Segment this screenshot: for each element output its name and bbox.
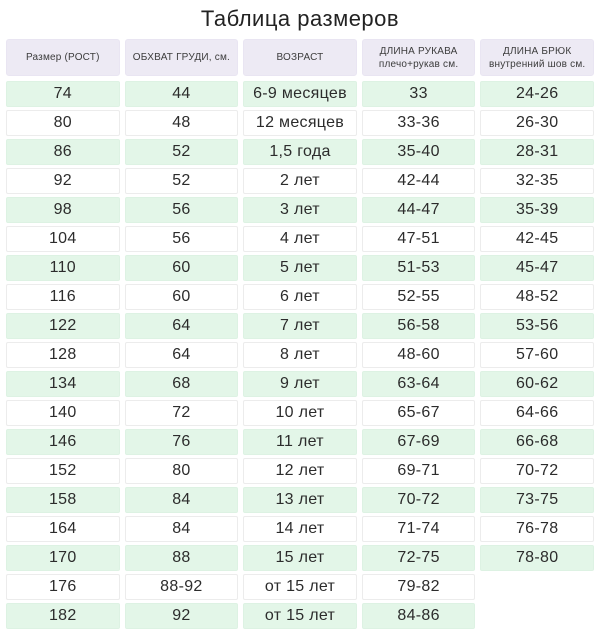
table-cell: 71-74 <box>362 516 476 542</box>
table-cell: 4 лет <box>243 226 357 252</box>
table-cell: 73-75 <box>480 487 594 513</box>
table-cell: 65-67 <box>362 400 476 426</box>
table-cell: 80 <box>6 110 120 136</box>
table-cell: 33-36 <box>362 110 476 136</box>
table-cell: 88-92 <box>125 574 239 600</box>
column-header-sublabel: плечо+рукав см. <box>378 58 459 70</box>
table-cell: 140 <box>6 400 120 426</box>
table-cell: 13 лет <box>243 487 357 513</box>
table-cell: 158 <box>6 487 120 513</box>
table-cell: 84 <box>125 487 239 513</box>
table-cell: 12 лет <box>243 458 357 484</box>
table-cell: 47-51 <box>362 226 476 252</box>
column-header-5 <box>480 39 594 76</box>
table-cell: 48-60 <box>362 342 476 368</box>
table-cell: 84-86 <box>362 603 476 629</box>
table-cell: 42-45 <box>480 226 594 252</box>
table-cell: 35-40 <box>362 139 476 165</box>
table-cell: 84 <box>125 516 239 542</box>
table-cell: 60 <box>125 284 239 310</box>
table-cell: 92 <box>6 168 120 194</box>
table-cell: 70-72 <box>480 458 594 484</box>
table-cell: 52-55 <box>362 284 476 310</box>
table-cell: 56-58 <box>362 313 476 339</box>
table-cell: 42-44 <box>362 168 476 194</box>
table-cell: 7 лет <box>243 313 357 339</box>
table-cell: 3 лет <box>243 197 357 223</box>
table-cell: 116 <box>6 284 120 310</box>
table-cell: 122 <box>6 313 120 339</box>
column-header-2 <box>125 39 239 76</box>
table-cell: 6 лет <box>243 284 357 310</box>
column-header-label: ОБХВАТ ГРУДИ, см. <box>132 52 231 63</box>
column-header-sublabel: внутренний шов см. <box>488 58 586 70</box>
column-header-4 <box>362 39 476 76</box>
table-cell: 74 <box>6 81 120 107</box>
table-cell: 52 <box>125 168 239 194</box>
table-cell: 51-53 <box>362 255 476 281</box>
table-cell: 76 <box>125 429 239 455</box>
table-cell: 60 <box>125 255 239 281</box>
table-cell: 92 <box>125 603 239 629</box>
table-cell: 33 <box>362 81 476 107</box>
column-header-1 <box>6 39 120 76</box>
table-cell: 64-66 <box>480 400 594 426</box>
size-table <box>6 39 594 629</box>
table-cell: 56 <box>125 197 239 223</box>
table-cell: 170 <box>6 545 120 571</box>
table-cell: 15 лет <box>243 545 357 571</box>
table-cell: 72 <box>125 400 239 426</box>
table-cell: 60-62 <box>480 371 594 397</box>
table-cell: 70-72 <box>362 487 476 513</box>
table-cell: 32-35 <box>480 168 594 194</box>
table-cell: 10 лет <box>243 400 357 426</box>
table-cell: 26-30 <box>480 110 594 136</box>
table-cell: 72-75 <box>362 545 476 571</box>
table-cell: 28-31 <box>480 139 594 165</box>
table-cell: 44 <box>125 81 239 107</box>
table-cell-empty <box>480 574 594 600</box>
table-cell: 182 <box>6 603 120 629</box>
table-cell: 68 <box>125 371 239 397</box>
table-cell: 44-47 <box>362 197 476 223</box>
table-cell: 104 <box>6 226 120 252</box>
table-cell: 9 лет <box>243 371 357 397</box>
page-title: Таблица размеров <box>200 6 400 31</box>
table-cell: 11 лет <box>243 429 357 455</box>
column-header-label: ДЛИНА БРЮК <box>503 45 572 57</box>
table-cell: 24-26 <box>480 81 594 107</box>
table-cell: 98 <box>6 197 120 223</box>
table-cell: 164 <box>6 516 120 542</box>
table-cell: 35-39 <box>480 197 594 223</box>
table-cell: 53-56 <box>480 313 594 339</box>
table-cell: 2 лет <box>243 168 357 194</box>
table-cell: 48 <box>125 110 239 136</box>
column-header-label: Размер (РОСТ) <box>25 52 100 63</box>
table-cell: 66-68 <box>480 429 594 455</box>
table-cell: 8 лет <box>243 342 357 368</box>
table-cell: 45-47 <box>480 255 594 281</box>
table-cell: 63-64 <box>362 371 476 397</box>
table-cell: от 15 лет <box>243 574 357 600</box>
table-cell: 80 <box>125 458 239 484</box>
table-cell: 48-52 <box>480 284 594 310</box>
table-cell: 134 <box>6 371 120 397</box>
table-cell-empty <box>480 603 594 629</box>
table-cell: 88 <box>125 545 239 571</box>
table-cell: 1,5 года <box>243 139 357 165</box>
table-cell: 146 <box>6 429 120 455</box>
table-cell: 14 лет <box>243 516 357 542</box>
table-cell: 86 <box>6 139 120 165</box>
table-cell: 110 <box>6 255 120 281</box>
table-cell: 76-78 <box>480 516 594 542</box>
table-cell: 64 <box>125 342 239 368</box>
column-header-label: ДЛИНА РУКАВА <box>379 45 458 57</box>
table-cell: 5 лет <box>243 255 357 281</box>
table-cell: 79-82 <box>362 574 476 600</box>
table-cell: 152 <box>6 458 120 484</box>
column-header-label: ВОЗРАСТ <box>276 52 324 63</box>
table-cell: 67-69 <box>362 429 476 455</box>
table-cell: 56 <box>125 226 239 252</box>
table-cell: 64 <box>125 313 239 339</box>
table-cell: 12 месяцев <box>243 110 357 136</box>
table-cell: 128 <box>6 342 120 368</box>
table-cell: 52 <box>125 139 239 165</box>
column-header-3 <box>243 39 357 76</box>
table-cell: 57-60 <box>480 342 594 368</box>
table-cell: 6-9 месяцев <box>243 81 357 107</box>
table-cell: от 15 лет <box>243 603 357 629</box>
table-cell: 69-71 <box>362 458 476 484</box>
table-cell: 78-80 <box>480 545 594 571</box>
table-cell: 176 <box>6 574 120 600</box>
